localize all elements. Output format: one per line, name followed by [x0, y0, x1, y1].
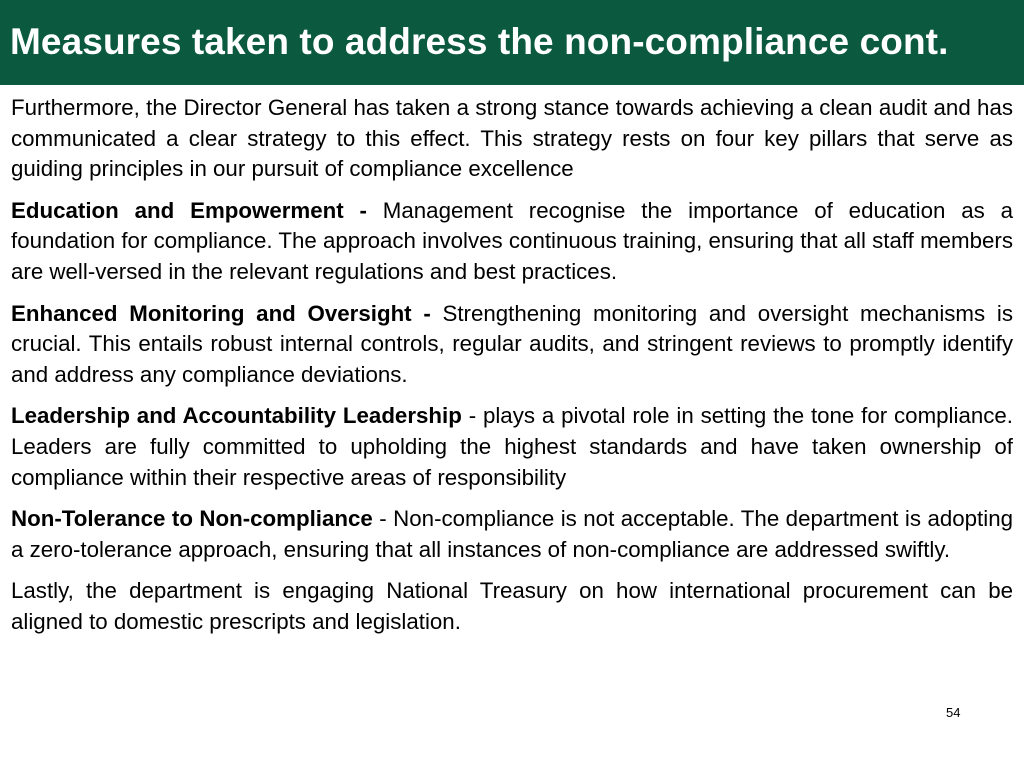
- slide-body: [11, 93, 1013, 649]
- paragraph-heading: Enhanced Monitoring and Oversight -: [11, 300, 431, 326]
- paragraph-text: Strengthening monitoring and oversight mechanisms is crucial. This entails robust internal controls, regular audits, and stringent reviews to promptly identify and address any compliance deviations.: [11, 300, 1013, 387]
- paragraph-heading: Education and Empowerment -: [11, 197, 367, 223]
- paragraph-text: Lastly, the department is engaging National Treasury on how international procurement can be aligned to domestic prescripts and legislation.: [11, 578, 1013, 634]
- slide-title: Measures taken to address the non-compliance cont.: [10, 20, 949, 62]
- paragraph-text: Management recognise the importance of education as a foundation for compliance. The approach involves continuous training, ensuring that all staff members are well-versed in the relevant regulations and best practices.: [11, 197, 1013, 284]
- page-number: 54: [946, 705, 961, 720]
- paragraph-intro: [11, 93, 1013, 185]
- title-bar: [0, 0, 1024, 85]
- paragraph-heading: Non-Tolerance to Non-compliance: [11, 506, 373, 532]
- paragraph-text: Furthermore, the Director General has taken a strong stance towards achieving a clean audit and has communicated a clear strategy to this effect. This strategy rests on four key pillars that serve as guiding principles in our pursuit of compliance excellence: [11, 95, 1013, 182]
- paragraph-text: - Non-compliance is not acceptable. The department is adopting a zero-tolerance approach, ensuring that all instances of non-compliance are addressed swiftly.: [11, 506, 1014, 562]
- paragraph-heading: Leadership and Accountability Leadership: [11, 403, 462, 429]
- paragraph-text: - plays a pivotal role in setting the tone for compliance. Leaders are fully committed to upholding the highest standards and have taken ownership of compliance within their respective areas of responsibility: [11, 403, 1014, 490]
- paragraph-non-tolerance: [11, 504, 1013, 565]
- paragraph-monitoring-oversight: [11, 299, 1013, 391]
- paragraph-leadership-accountability: [11, 401, 1013, 493]
- paragraph-conclusion: [11, 576, 1013, 637]
- paragraph-education-empowerment: [11, 196, 1013, 288]
